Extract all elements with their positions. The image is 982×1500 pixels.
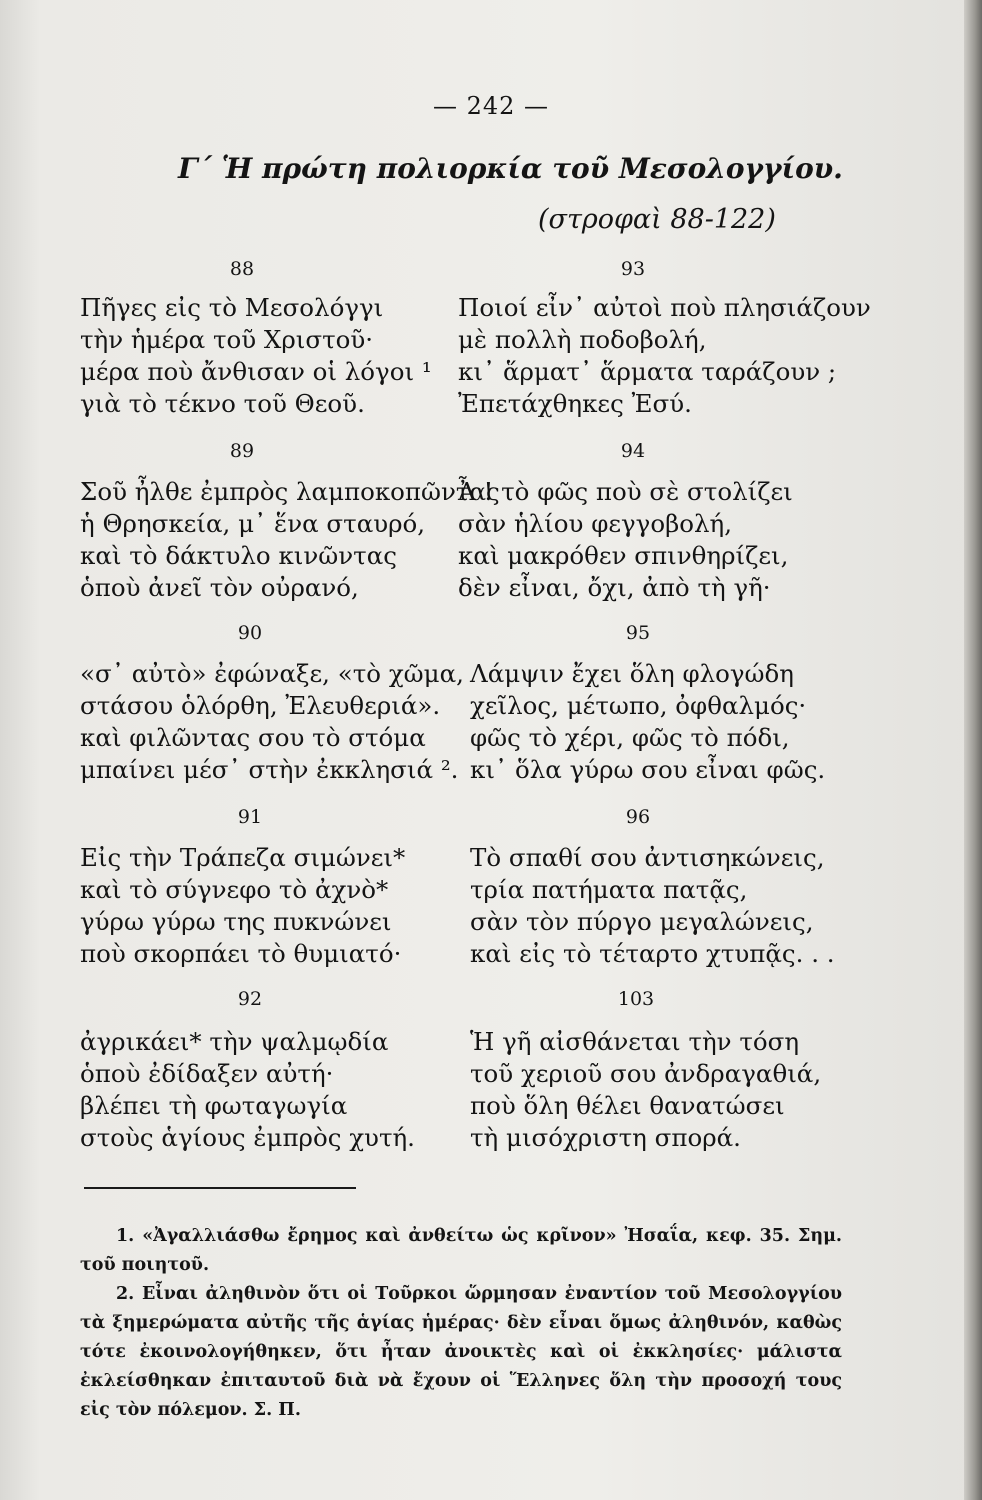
verse-line: Ἐπετάχθηκες Ἐσύ. xyxy=(458,389,692,418)
verse-line: γύρω γύρω της πυκνώνει xyxy=(80,907,392,936)
section-heading: Γ΄ Ἡ πρώτη πολιορκία τοῦ Μεσολογγίου. xyxy=(178,152,843,185)
stanza-number: 89 xyxy=(229,440,255,462)
stanza-number: 92 xyxy=(237,988,263,1010)
verse-line: Τὸ σπαθί σου ἀντισηκώνεις, xyxy=(470,843,825,872)
verse-line: χεῖλος, μέτωπο, ὀφθαλμός· xyxy=(470,691,807,720)
verse-line: Ἆ ! τὸ φῶς ποὺ σὲ στολίζει xyxy=(458,477,793,506)
verse-line: φῶς τὸ χέρι, φῶς τὸ πόδι, xyxy=(470,723,790,752)
verse-line: Ἡ γῆ αἰσθάνεται τὴν τόση xyxy=(470,1027,800,1056)
verse-line: Λάμψιν ἔχει ὅλη φλογώδη xyxy=(470,659,794,688)
page-edge-shadow xyxy=(964,0,982,1500)
verse-line: μπαίνει μέσ᾽ στὴν ἐκκλησιά ². xyxy=(80,755,459,784)
page-number: — 242 — xyxy=(432,92,550,120)
verse-line: ἡ Θρησκεία, μ᾽ ἕνα σταυρό, xyxy=(80,509,426,538)
verse-line: κι᾽ ἅρματ᾽ ἅρματα ταράζουν ; xyxy=(458,357,837,386)
footnote-separator xyxy=(84,1187,356,1189)
verse-line: σὰν τὸν πύργο μεγαλώνεις, xyxy=(470,907,814,936)
verse-line: καὶ τὸ σύγνεφο τὸ ἀχνὸ* xyxy=(80,875,389,904)
footnote-1: 1. «Ἀγαλλιάσθω ἔρημος καὶ ἀνθείτω ὡς κρῖνον» Ἠσαΐα, κεφ. 35. Σημ. τοῦ ποιητοῦ. xyxy=(80,1226,842,1275)
verse-line: δὲν εἶναι, ὄχι, ἀπὸ τὴ γῆ· xyxy=(458,573,771,602)
verse-line: μέρα ποὺ ἄνθισαν οἱ λόγοι ¹ xyxy=(80,357,432,386)
verse-line: ὁποὺ ἐδίδαξεν αὐτή· xyxy=(80,1059,334,1088)
stanza-number: 90 xyxy=(237,622,263,644)
verse-line: κι᾽ ὅλα γύρω σου εἶναι φῶς. xyxy=(470,755,826,784)
verse-line: «σ᾽ αὐτὸ» ἐφώναξε, «τὸ χῶμα, xyxy=(80,659,464,688)
verse-line: Σοῦ ἦλθε ἐμπρὸς λαμποκοπῶντας xyxy=(80,477,500,506)
stanza-number: 95 xyxy=(625,622,651,644)
footnote-2: 2. Εἶναι ἀληθινὸν ὅτι οἱ Τοῦρκοι ὥρμησαν ἐναντίον τοῦ Μεσολογγίου τὰ ξημερώματα αὐτῆς τῆς ἁγίας ἡμέρας· δὲν εἶναι ὅμως ἀληθινόν, καθὼς τότε ἐκοινολογήθηκεν, ὅτι ἦταν ἀνοικτὲς καὶ οἱ ἐκκλησίες· μάλιστα ἐκλείσθηκαν ἐπιταυτοῦ διὰ νὰ ἔχουν οἱ Ἕλληνες ὅλη τὴν προσοχή τους εἰς τὸν πόλεμον. Σ. Π. xyxy=(80,1284,842,1420)
verse-line: ποὺ σκορπάει τὸ θυμιατό· xyxy=(80,939,402,968)
verse-line: καὶ φιλῶντας σου τὸ στόμα xyxy=(80,723,426,752)
verse-line: τρία πατήματα πατᾷς, xyxy=(470,875,748,904)
verse-line: τὴν ἡμέρα τοῦ Χριστοῦ· xyxy=(80,325,374,354)
verse-line: Εἰς τὴν Τράπεζα σιμώνει* xyxy=(80,843,406,872)
stanza-number: 93 xyxy=(620,258,646,280)
stanza-number: 91 xyxy=(237,806,263,828)
verse-line: καὶ εἰς τὸ τέταρτο χτυπᾷς. . . xyxy=(470,939,835,968)
verse-line: Ποιοί εἶν᾽ αὐτοὶ ποὺ πλησιάζουν xyxy=(458,293,871,322)
footnotes xyxy=(80,1222,842,1425)
stanza-range: (στροφαὶ 88-122) xyxy=(538,204,776,235)
stanza-number: 103 xyxy=(617,988,655,1010)
stanza-number: 96 xyxy=(625,806,651,828)
verse-line: μὲ πολλὴ ποδοβολή, xyxy=(458,325,707,354)
verse-line: σὰν ἡλίου φεγγοβολή, xyxy=(458,509,732,538)
verse-line: ὁποὺ ἀνεῖ τὸν οὐρανό, xyxy=(80,573,359,602)
verse-line: καὶ τὸ δάκτυλο κινῶντας xyxy=(80,541,397,570)
verse-line: βλέπει τὴ φωταγωγία xyxy=(80,1091,348,1120)
verse-line: τοῦ χεριοῦ σου ἀνδραγαθιά, xyxy=(470,1059,822,1088)
verse-line: τὴ μισόχριστη σπορά. xyxy=(470,1123,741,1152)
verse-line: στάσου ὁλόρθη, Ἐλευθεριά». xyxy=(80,691,441,720)
verse-line: ἀγρικάει* τὴν ψαλμῳδία xyxy=(80,1027,389,1056)
verse-line: στοὺς ἁγίους ἐμπρὸς χυτή. xyxy=(80,1123,415,1152)
verse-line: γιὰ τὸ τέκνο τοῦ Θεοῦ. xyxy=(80,389,365,418)
verse-line: καὶ μακρόθεν σπινθηρίζει, xyxy=(458,541,789,570)
stanza-number: 94 xyxy=(620,440,646,462)
verse-line: ποὺ ὅλη θέλει θανατώσει xyxy=(470,1091,785,1120)
verse-line: Πῆγες εἰς τὸ Μεσολόγγι xyxy=(80,293,384,322)
stanza-number: 88 xyxy=(229,258,255,280)
